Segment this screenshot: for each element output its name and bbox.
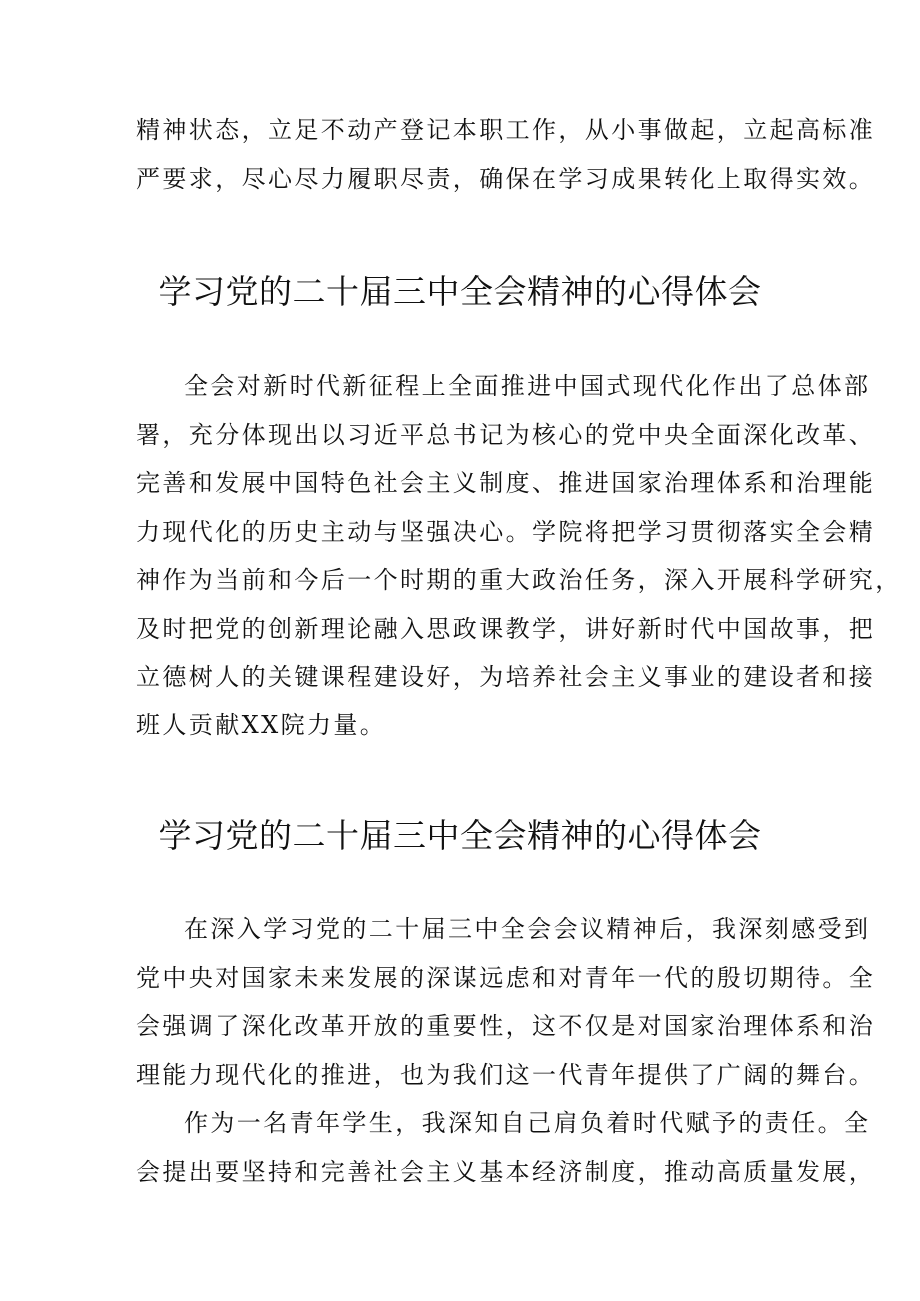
paragraph-line: 严要求，尽心尽力履职尽责，确保在学习成果转化上取得实效。 — [136, 165, 876, 193]
paragraph-line: 署，充分体现出以习近平总书记为核心的党中央全面深化改革、 — [136, 421, 876, 449]
paragraph-line: 神作为当前和今后一个时期的重大政治任务，深入开展科学研究， — [136, 566, 902, 594]
paragraph-line: 立德树人的关键课程建设好，为培养社会主义事业的建设者和接 — [136, 663, 876, 691]
section-title: 学习党的二十届三中全会精神的心得体会 — [158, 816, 762, 855]
paragraph-line: 会提出要坚持和完善社会主义基本经济制度，推动高质量发展， — [136, 1158, 876, 1186]
paragraph-line: 力现代化的历史主动与坚强决心。学院将把学习贯彻落实全会精 — [136, 518, 876, 546]
paragraph-line: 作为一名青年学生，我深知自己肩负着时代赋予的责任。全 — [184, 1109, 871, 1137]
paragraph-line: 班人贡献XX院力量。 — [136, 711, 387, 739]
paragraph-line: 全会对新时代新征程上全面推进中国式现代化作出了总体部 — [184, 372, 871, 400]
paragraph-line: 完善和发展中国特色社会主义制度、推进国家治理体系和治理能 — [136, 469, 876, 497]
paragraph-line: 会强调了深化改革开放的重要性，这不仅是对国家治理体系和治 — [136, 1012, 876, 1040]
paragraph-line: 精神状态，立足不动产登记本职工作，从小事做起，立起高标准 — [136, 116, 876, 144]
paragraph-line: 在深入学习党的二十届三中全会会议精神后，我深刻感受到 — [184, 915, 871, 943]
paragraph-line: 理能力现代化的推进，也为我们这一代青年提供了广阔的舞台。 — [136, 1061, 876, 1089]
paragraph-line: 及时把党的创新理论融入思政课教学，讲好新时代中国故事，把 — [136, 615, 876, 643]
section-title: 学习党的二十届三中全会精神的心得体会 — [158, 272, 762, 311]
paragraph-line: 党中央对国家未来发展的深谋远虑和对青年一代的殷切期待。全 — [136, 964, 876, 992]
